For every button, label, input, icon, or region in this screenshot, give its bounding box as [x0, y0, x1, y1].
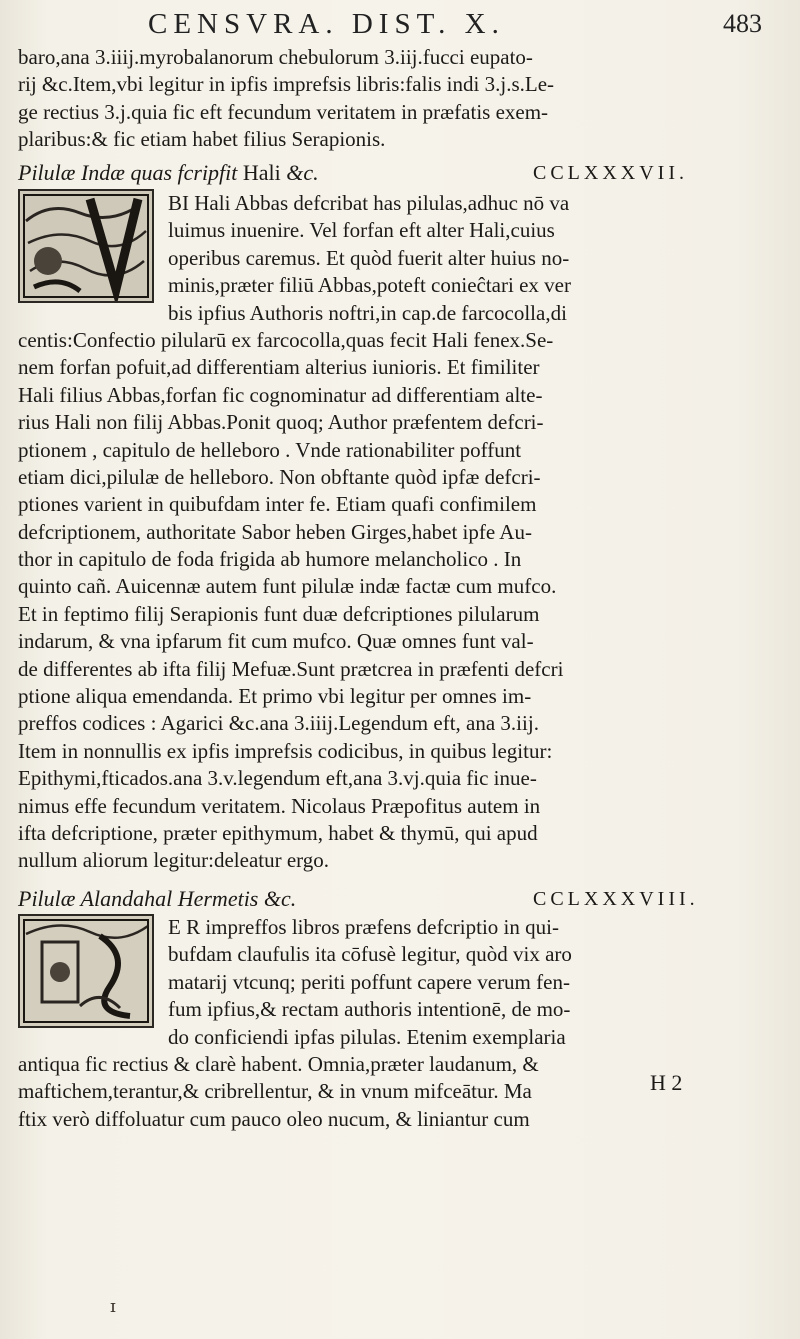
chapter-number: CCLXXXVIII. [533, 888, 699, 910]
text-line: ptiones varient in quibufdam inter fe. Etiam quafi confimilem [18, 492, 537, 517]
text-line: de differentes ab ifta filij Mefuæ.Sunt prætcrea in præfenti defcri [18, 656, 564, 681]
text-line: centis:Confectio pilularū ex farcocolla,quas fecit Hali fenex.Se- [18, 327, 554, 352]
text-line: Item in nonnullis ex ipfis imprefsis codicibus, in quibus legitur: [18, 738, 553, 763]
text-line: minis,præter filiū Abbas,poteft conieĉtari ex ver [168, 273, 571, 298]
text-line: fum ipfius,& rectam authoris intentionē, de mo- [168, 997, 571, 1022]
text-line: matarij vtcunq; periti poffunt capere verum fen- [168, 969, 570, 994]
section2-body [18, 914, 783, 1133]
running-title: CENSVRA. DIST. X. [148, 8, 505, 40]
text-line: etiam dici,pilulæ de helleboro. Non obftante quòd ipfæ defcri- [18, 464, 541, 489]
text-line: Hali filius Abbas,forfan fic cognominatur ad differentiam alte- [18, 382, 543, 407]
heading-etc: &c. [286, 160, 319, 185]
text-line: rij &c.Item,vbi legitur in ipfis imprefsis libris:falis indi 3.j.s.Le- [18, 72, 555, 97]
text-line: bis ipfius Authoris noftri,in cap.de farcocolla,di [168, 300, 567, 325]
text-line: ptionem , capitulo de helleboro . Vnde rationabiliter poffunt [18, 437, 522, 462]
heading-etc: &c. [263, 886, 297, 911]
section-heading-pilulae-alandahal [18, 886, 778, 912]
text-line: ifta defcriptione, præter epithymum, habet & thymū, qui apud [18, 820, 538, 845]
text-line: bufdam claufulis ita cōfusè legitur, quòd vix aro [168, 942, 572, 967]
text-line: do conficiendi ipfas pilulas. Etenim exemplaria [168, 1024, 566, 1049]
text-line: nullum aliorum legitur:deleatur ergo. [18, 848, 330, 873]
stray-mark: ɪ [110, 1296, 116, 1317]
text-line: thor in capitulo de foda frigida ab humore melancholico . In [18, 547, 522, 572]
heading-title: Pilulæ Indæ quas fcripfit [18, 160, 238, 185]
text-line: preffos codices : Agarici &c.ana 3.iiij.Legendum eft, ana 3.iij. [18, 711, 539, 736]
text-line: nem forfan pofuit,ad differentiam alterius iunioris. Et fimiliter [18, 355, 540, 380]
text-line: ptione aliqua emendanda. Et primo vbi legitur per omnes im- [18, 684, 532, 709]
text-line: baro,ana 3.iiij.myrobalanorum chebulorum 3.iij.fucci eupato- [18, 45, 533, 69]
text-line: plaribus:& fic etiam habet filius Serapionis. [18, 127, 386, 152]
text-line: E R impreffos libros præfens defcriptio in qui- [168, 915, 559, 939]
text-line: operibus caremus. Et quòd fuerit alter huius no- [168, 245, 570, 270]
text-line: nimus effe fecundum veritatem. Nicolaus Præpofitus autem in [18, 793, 541, 818]
text-line: indarum, & vna ipfarum fit cum mufco. Quæ omnes funt val- [18, 629, 534, 654]
chapter-number: CCLXXXVII. [533, 162, 688, 184]
heading-title: Pilulæ Alandahal [18, 886, 173, 911]
text-line: antiqua fic rectius & clarè habent. Omnia,præter laudanum, & [18, 1051, 539, 1076]
text-line: maftichem,terantur,& cribrellentur, & in vnum mifceātur. Ma [18, 1079, 532, 1104]
text-line: rius Hali non filij Abbas.Ponit quoq; Author præfentem defcri- [18, 410, 544, 435]
text-line: BI Hali Abbas defcribat has pilulas,adhuc nō va [168, 191, 570, 215]
text-line: quinto cañ. Auicennæ autem funt pilulæ indæ factæ cum mufco. [18, 574, 557, 599]
section1-body [18, 190, 783, 875]
text-line: Et in feptimo filij Serapionis funt duæ defcriptiones pilularum [18, 601, 540, 626]
page-number: 483 [723, 9, 762, 38]
text-line: defcriptionem, authoritate Sabor heben Girges,habet ipfe Au- [18, 519, 532, 544]
running-head [0, 8, 800, 42]
text-line: luimus inuenire. Vel forfan eft alter Hali,cuius [168, 218, 555, 243]
heading-author: Hermetis [177, 886, 259, 911]
section-heading-pilulae-indae [18, 160, 778, 186]
heading-author: Hali [242, 160, 281, 185]
intro-paragraph [18, 44, 783, 154]
text-line: ftix verò diffoluatur cum pauco oleo nucum, & liniantur cum [18, 1106, 530, 1131]
text-line: Epithymi,fticados.ana 3.v.legendum eft,ana 3.vj.quia fic inue- [18, 766, 537, 791]
signature-mark: H 2 [650, 1070, 683, 1095]
text-line: ge rectius 3.j.quia fic eft fecundum veritatem in præfatis exem- [18, 99, 549, 124]
